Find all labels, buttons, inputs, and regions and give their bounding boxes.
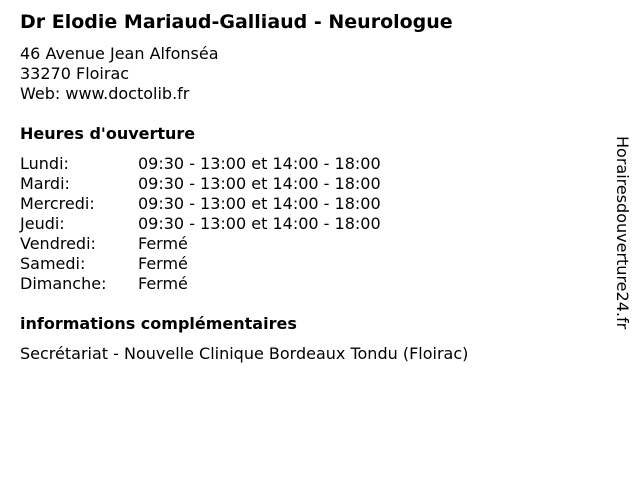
brand-vertical-text: Horairesdouverture24.fr — [613, 136, 632, 330]
hours-time: Fermé — [138, 274, 188, 293]
page-title: Dr Elodie Mariaud-Galliaud - Neurologue — [20, 11, 453, 33]
hours-day: Dimanche: — [20, 274, 107, 293]
hours-table — [20, 154, 381, 294]
hours-row — [20, 154, 381, 174]
hours-time: 09:30 - 13:00 et 14:00 - 18:00 — [138, 174, 381, 193]
hours-day: Samedi: — [20, 254, 86, 273]
hours-row — [20, 214, 381, 234]
address-city: 33270 Floirac — [20, 64, 130, 83]
hours-row — [20, 194, 381, 214]
hours-day: Jeudi: — [20, 214, 65, 233]
address-web: Web: www.doctolib.fr — [20, 84, 190, 103]
hours-day: Mercredi: — [20, 194, 95, 213]
hours-time: 09:30 - 13:00 et 14:00 - 18:00 — [138, 194, 381, 213]
hours-time: 09:30 - 13:00 et 14:00 - 18:00 — [138, 154, 381, 173]
hours-row — [20, 174, 381, 194]
hours-row — [20, 274, 381, 294]
hours-time: Fermé — [138, 234, 188, 253]
hours-heading: Heures d'ouverture — [20, 124, 196, 143]
info-heading: informations complémentaires — [20, 314, 297, 333]
hours-day: Lundi: — [20, 154, 69, 173]
hours-day: Mardi: — [20, 174, 70, 193]
info-text: Secrétariat - Nouvelle Clinique Bordeaux Tondu (Floirac) — [20, 344, 469, 363]
hours-time: 09:30 - 13:00 et 14:00 - 18:00 — [138, 214, 381, 233]
hours-row — [20, 254, 381, 274]
address-block — [20, 44, 219, 104]
hours-row — [20, 234, 381, 254]
hours-time: Fermé — [138, 254, 188, 273]
hours-day: Vendredi: — [20, 234, 96, 253]
address-street: 46 Avenue Jean Alfonséa — [20, 44, 219, 63]
